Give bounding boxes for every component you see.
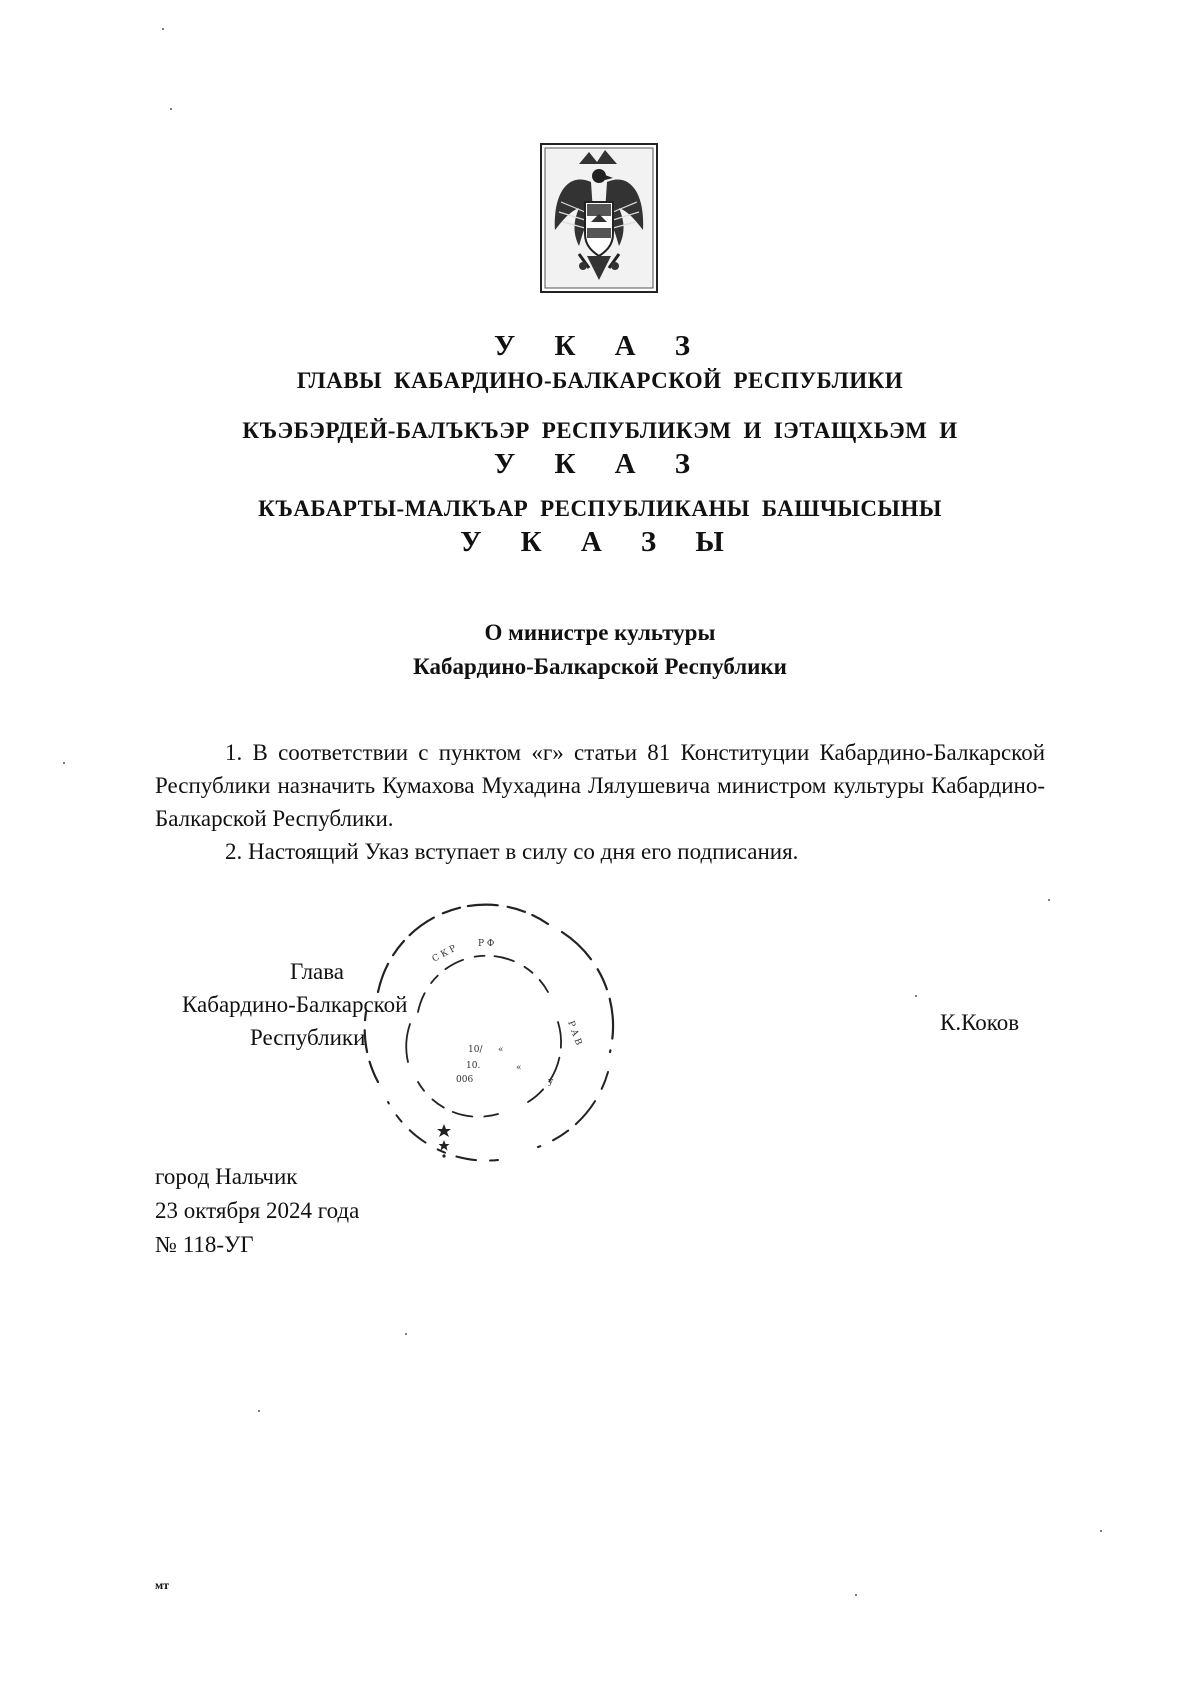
issue-date: 23 октября 2024 года [155,1198,360,1223]
scan-speck [1100,1530,1102,1532]
signatory-name: К.Коков [940,1010,1020,1035]
decree-number: № 118-УГ [155,1232,254,1257]
svg-text:С К Р: С К Р [430,943,459,965]
scan-speck [162,28,164,30]
ukaz-heading: У К А З [494,330,706,362]
issue-city: город Нальчик [155,1164,298,1189]
svg-text:10/: 10/ [468,1045,483,1055]
svg-text:006: 006 [456,1075,474,1085]
svg-text:у: у [548,1077,554,1087]
issuer-line-balkar: КЪАБАРТЫ-МАЛКЪАР РЕСПУБЛИКАНЫ БАШЧЫСЫНЫ [258,496,942,521]
scan-speck [63,762,65,764]
issuer-line-russian: ГЛАВЫ КАБАРДИНО-БАЛКАРСКОЙ РЕСПУБЛИКИ [296,368,904,393]
signatory-title-line-3: Республики [250,1025,366,1050]
svg-text:«: « [498,1045,504,1055]
scan-speck [915,995,917,997]
document-title-line-1: О министре культуры [484,620,716,645]
ukaz-heading-kabardian: У К А З [494,448,706,480]
signatory-title-line-2: Кабардино-Балкарской [182,992,408,1017]
official-seal-stamp [348,902,622,1162]
scan-speck [855,1594,857,1596]
document-footer [155,1160,359,1262]
svg-text:«: « [516,1063,522,1073]
svg-text:Р А В: Р А В [565,1019,584,1047]
body-paragraph-1: 1. В соответствии с пунктом «г» статьи 81 Конституции Кабардино-Балкарской Республики назначить Кумахова Мухадина Лялушевича министром культуры Кабардино-Балкарской Республики. [155,740,1045,831]
executor-initials: мт [155,1578,170,1592]
body-paragraph-2: 2. Настоящий Указ вступает в силу со дня его подписания. [225,839,799,864]
scan-speck [405,1333,407,1335]
coat-of-arms-emblem [539,142,659,294]
scan-speck [1048,899,1050,901]
ukaz-heading-balkar: У К А З Ы [460,526,740,558]
scan-speck [170,108,172,110]
scan-speck [258,1410,260,1412]
svg-text:10.: 10. [466,1061,481,1071]
signatory-title-line-1: Глава [290,959,345,984]
issuer-line-kabardian: КЪЭБЭРДЕЙ-БАЛЪКЪЭР РЕСПУБЛИКЭМ И ІЭТАЩХЬЭМ И [242,418,958,443]
document-title-line-2: Кабардино-Балкарской Республики [413,654,787,679]
svg-text:Р Ф: Р Ф [478,939,495,949]
document-body [155,736,1045,868]
